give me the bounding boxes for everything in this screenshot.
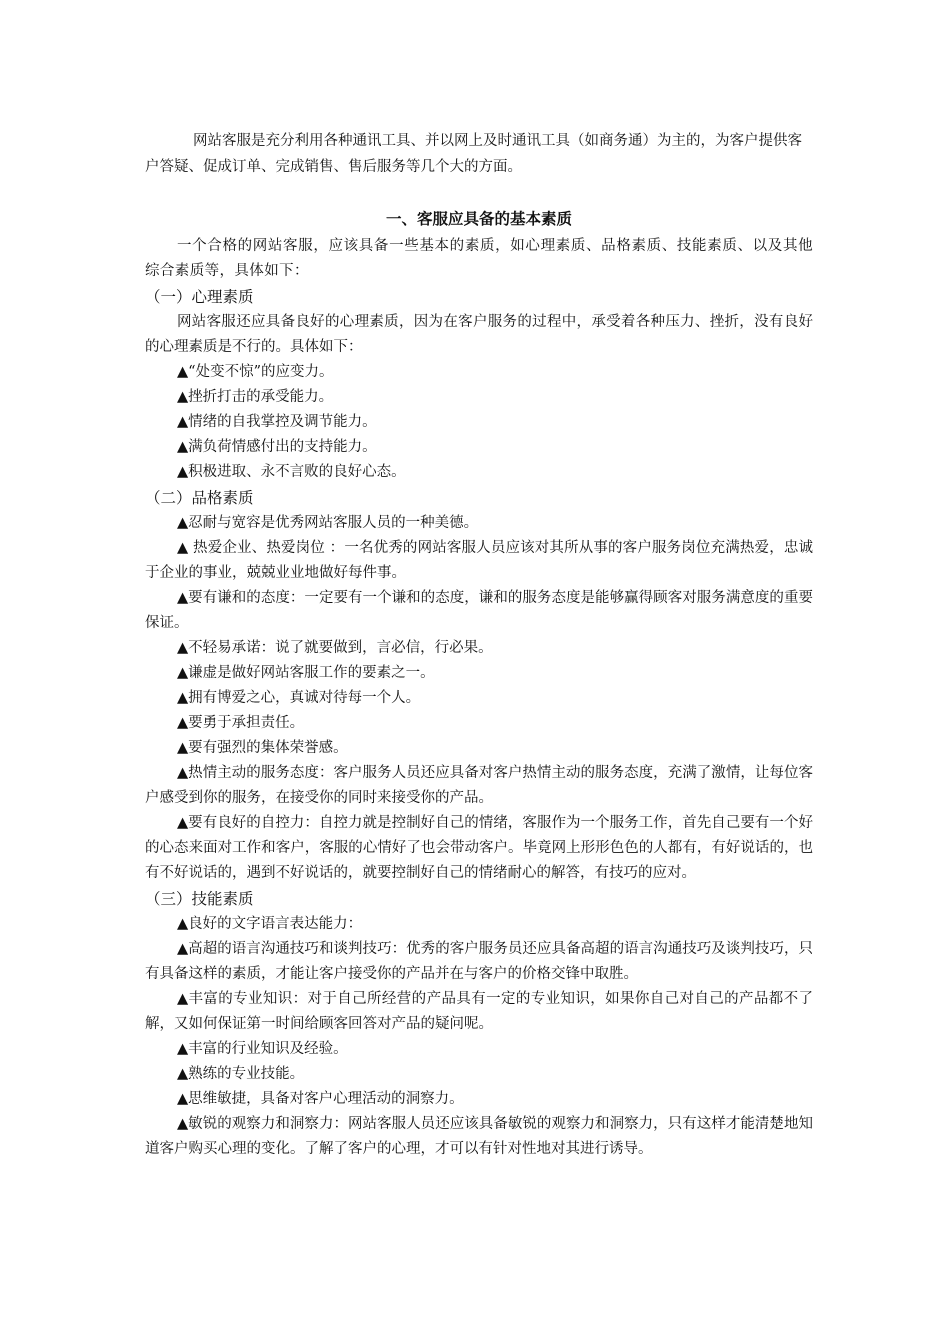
lead-paragraph: 一个合格的网站客服，应该具备一些基本的素质，如心理素质、品格素质、技能素质、以及其他综合素质等，具体如下： bbox=[145, 238, 813, 279]
psychological-paragraph: 网站客服还应具备良好的心理素质，因为在客户服务的过程中，承受着各种压力、挫折，没有良好的心理素质是不行的。具体如下： bbox=[145, 314, 813, 355]
character-item: ▲要勇于承担责任。 bbox=[177, 715, 305, 731]
psychological-item: ▲“处变不惊”的应变力。 bbox=[177, 364, 334, 380]
document-page bbox=[145, 128, 813, 1162]
character-item: ▲不轻易承诺：说了就要做到，言必信，行必果。 bbox=[177, 640, 493, 656]
character-item: ▲要有良好的自控力：自控力就是控制好自己的情绪，客服作为一个服务工作，首先自己要有一个好的心态来面对工作和客户，客服的心情好了也会带动客户。毕竟网上形形色色的人都有，有好说话的，也有不好说话的，遇到不好说话的，就要控制好自己的情绪耐心的解答，有技巧的应对。 bbox=[145, 815, 813, 881]
subsection-title-skills: （三）技能素质 bbox=[145, 890, 254, 908]
character-item: ▲ 热爱企业、热爱岗位 ：一名优秀的网站客服人员应该对其所从事的客户服务岗位充满热爱，忠诚于企业的事业，兢兢业业地做好每件事。 bbox=[145, 540, 813, 581]
skills-item: ▲丰富的行业知识及经验。 bbox=[177, 1041, 348, 1057]
psychological-item: ▲挫折打击的承受能力。 bbox=[177, 389, 334, 405]
psychological-item: ▲积极进取、永不言败的良好心态。 bbox=[177, 464, 406, 480]
character-item: ▲热情主动的服务态度：客户服务人员还应具备对客户热情主动的服务态度，充满了激情，让每位客户感受到你的服务，在接受你的同时来接受你的产品。 bbox=[145, 765, 813, 806]
character-item: ▲拥有博爱之心，真诚对待每一个人。 bbox=[177, 690, 421, 706]
subsection-title-character: （二）品格素质 bbox=[145, 489, 254, 507]
character-item: ▲要有强烈的集体荣誉感。 bbox=[177, 740, 348, 756]
skills-item: ▲敏锐的观察力和洞察力：网站客服人员还应该具备敏锐的观察力和洞察力，只有这样才能清楚地知道客户购买心理的变化。了解了客户的心理，才可以有针对性地对其进行诱导。 bbox=[145, 1116, 813, 1157]
skills-item: ▲高超的语言沟通技巧和谈判技巧：优秀的客户服务员还应具备高超的语言沟通技巧及谈判技巧，只有具备这样的素质，才能让客户接受你的产品并在与客户的价格交锋中取胜。 bbox=[145, 941, 813, 982]
skills-item: ▲丰富的专业知识：对于自己所经营的产品具有一定的专业知识，如果你自己对自己的产品都不了解，又如何保证第一时间给顾客回答对产品的疑问呢。 bbox=[145, 991, 813, 1032]
skills-item: ▲良好的文字语言表达能力： bbox=[177, 916, 363, 932]
skills-item: ▲熟练的专业技能。 bbox=[177, 1066, 305, 1082]
psychological-item: ▲情绪的自我掌控及调节能力。 bbox=[177, 414, 377, 430]
character-item: ▲要有谦和的态度：一定要有一个谦和的态度，谦和的服务态度是能够赢得顾客对服务满意度的重要保证。 bbox=[145, 590, 813, 631]
subsection-title-psychological: （一）心理素质 bbox=[145, 288, 254, 306]
character-item: ▲谦虚是做好网站客服工作的要素之一。 bbox=[177, 665, 435, 681]
character-item: ▲忍耐与宽容是优秀网站客服人员的一种美德。 bbox=[177, 515, 479, 531]
section-heading: 一、客服应具备的基本素质 bbox=[385, 210, 572, 228]
psychological-item: ▲满负荷情感付出的支持能力。 bbox=[177, 439, 377, 455]
intro-paragraph: 网站客服是充分利用各种通讯工具、并以网上及时通讯工具（如商务通）为主的，为客户提供客户答疑、促成订单、完成销售、售后服务等几个大的方面。 bbox=[145, 133, 802, 175]
skills-item: ▲思维敏捷，具备对客户心理活动的洞察力。 bbox=[177, 1091, 464, 1107]
